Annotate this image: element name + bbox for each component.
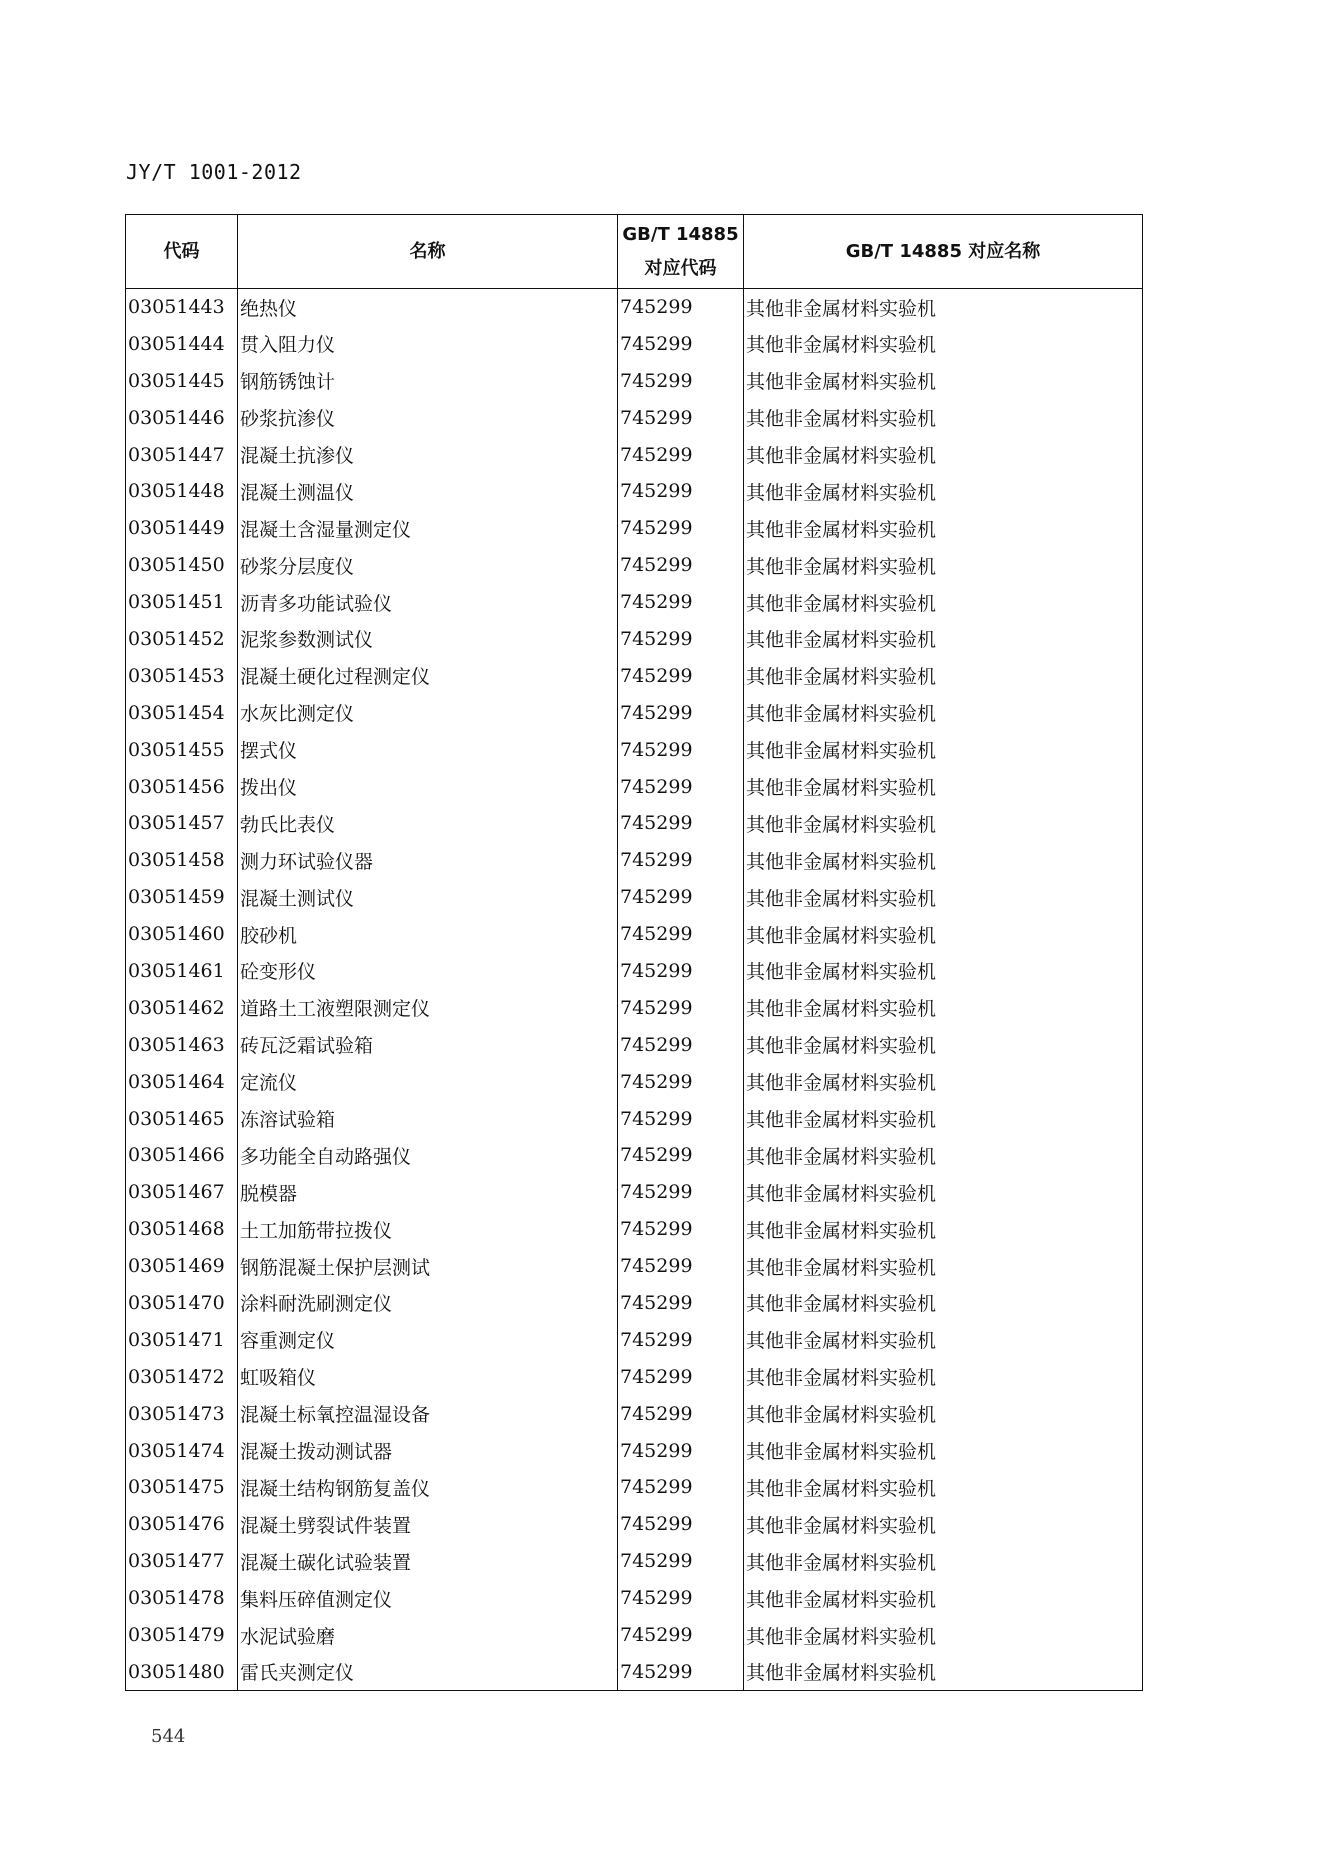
cell-gbt-code: 745299 xyxy=(618,694,744,731)
cell-name: 混凝土拨动测试器 xyxy=(238,1432,618,1469)
cell-gbt-code: 745299 xyxy=(618,989,744,1026)
cell-name: 钢筋锈蚀计 xyxy=(238,362,618,399)
cell-code: 03051463 xyxy=(126,1026,238,1063)
cell-gbt-name: 其他非金属材料实验机 xyxy=(744,1358,1143,1395)
cell-code: 03051468 xyxy=(126,1211,238,1248)
cell-gbt-name: 其他非金属材料实验机 xyxy=(744,1580,1143,1617)
cell-name: 冻溶试验箱 xyxy=(238,1100,618,1137)
table-row xyxy=(126,1137,1143,1174)
cell-gbt-name: 其他非金属材料实验机 xyxy=(744,362,1143,399)
table-row xyxy=(126,1580,1143,1617)
cell-name: 虹吸箱仪 xyxy=(238,1358,618,1395)
cell-gbt-code: 745299 xyxy=(618,1395,744,1432)
cell-name: 涂料耐洗刷测定仪 xyxy=(238,1285,618,1322)
cell-code: 03051466 xyxy=(126,1137,238,1174)
table-row xyxy=(126,473,1143,510)
cell-code: 03051472 xyxy=(126,1358,238,1395)
column-header-gbt-code-line2: 对应代码 xyxy=(644,257,717,279)
cell-name: 勃氏比表仪 xyxy=(238,805,618,842)
cell-name: 混凝土碳化试验装置 xyxy=(238,1543,618,1580)
cell-gbt-name: 其他非金属材料实验机 xyxy=(744,1395,1143,1432)
cell-name: 容重测定仪 xyxy=(238,1321,618,1358)
cell-code: 03051449 xyxy=(126,510,238,547)
cell-gbt-code: 745299 xyxy=(618,584,744,621)
cell-gbt-code: 745299 xyxy=(618,805,744,842)
cell-gbt-name: 其他非金属材料实验机 xyxy=(744,1506,1143,1543)
table-row xyxy=(126,1321,1143,1358)
table-row xyxy=(126,1395,1143,1432)
table-row xyxy=(126,1248,1143,1285)
cell-name: 砂浆分层度仪 xyxy=(238,547,618,584)
cell-name: 摆式仪 xyxy=(238,731,618,768)
cell-code: 03051461 xyxy=(126,953,238,990)
cell-gbt-name: 其他非金属材料实验机 xyxy=(744,289,1143,326)
table-row xyxy=(126,694,1143,731)
cell-gbt-name: 其他非金属材料实验机 xyxy=(744,399,1143,436)
page-number: 544 xyxy=(151,1726,186,1747)
cell-gbt-code: 745299 xyxy=(618,473,744,510)
cell-code: 03051443 xyxy=(126,289,238,326)
cell-name: 胶砂机 xyxy=(238,916,618,953)
cell-gbt-code: 745299 xyxy=(618,731,744,768)
cell-gbt-code: 745299 xyxy=(618,399,744,436)
cell-gbt-name: 其他非金属材料实验机 xyxy=(744,1321,1143,1358)
cell-gbt-code: 745299 xyxy=(618,436,744,473)
table-row xyxy=(126,362,1143,399)
cell-gbt-code: 745299 xyxy=(618,621,744,658)
cell-name: 土工加筋带拉拨仪 xyxy=(238,1211,618,1248)
cell-gbt-code: 745299 xyxy=(618,1063,744,1100)
table-row xyxy=(126,1506,1143,1543)
table-row xyxy=(126,1543,1143,1580)
cell-code: 03051445 xyxy=(126,362,238,399)
cell-name: 泥浆参数测试仪 xyxy=(238,621,618,658)
cell-name: 水灰比测定仪 xyxy=(238,694,618,731)
cell-gbt-name: 其他非金属材料实验机 xyxy=(744,1174,1143,1211)
cell-name: 混凝土抗渗仪 xyxy=(238,436,618,473)
cell-name: 道路土工液塑限测定仪 xyxy=(238,989,618,1026)
cell-gbt-name: 其他非金属材料实验机 xyxy=(744,953,1143,990)
table-row xyxy=(126,657,1143,694)
cell-code: 03051446 xyxy=(126,399,238,436)
table-header-row xyxy=(126,215,1143,289)
cell-gbt-name: 其他非金属材料实验机 xyxy=(744,1211,1143,1248)
cell-gbt-name: 其他非金属材料实验机 xyxy=(744,621,1143,658)
cell-gbt-code: 745299 xyxy=(618,879,744,916)
table-row xyxy=(126,510,1143,547)
table-row xyxy=(126,916,1143,953)
cell-code: 03051448 xyxy=(126,473,238,510)
cell-code: 03051470 xyxy=(126,1285,238,1322)
column-header-gbt-name: GB/T 14885 对应名称 xyxy=(744,215,1143,289)
table-row xyxy=(126,621,1143,658)
cell-gbt-code: 745299 xyxy=(618,1174,744,1211)
cell-gbt-code: 745299 xyxy=(618,510,744,547)
cell-name: 混凝土劈裂试件装置 xyxy=(238,1506,618,1543)
cell-code: 03051454 xyxy=(126,694,238,731)
cell-code: 03051467 xyxy=(126,1174,238,1211)
cell-name: 定流仪 xyxy=(238,1063,618,1100)
cell-name: 脱模器 xyxy=(238,1174,618,1211)
cell-gbt-name: 其他非金属材料实验机 xyxy=(744,1248,1143,1285)
cell-name: 绝热仪 xyxy=(238,289,618,326)
cell-name: 测力环试验仪器 xyxy=(238,842,618,879)
cell-gbt-name: 其他非金属材料实验机 xyxy=(744,1026,1143,1063)
standard-id-header: JY/T 1001-2012 xyxy=(126,160,302,184)
cell-name: 混凝土测试仪 xyxy=(238,879,618,916)
column-header-gbt-code xyxy=(618,215,744,289)
cell-code: 03051459 xyxy=(126,879,238,916)
cell-code: 03051477 xyxy=(126,1543,238,1580)
cell-gbt-name: 其他非金属材料实验机 xyxy=(744,547,1143,584)
cell-gbt-name: 其他非金属材料实验机 xyxy=(744,325,1143,362)
cell-gbt-code: 745299 xyxy=(618,657,744,694)
cell-gbt-code: 745299 xyxy=(618,1506,744,1543)
table-row xyxy=(126,436,1143,473)
cell-code: 03051456 xyxy=(126,768,238,805)
cell-code: 03051471 xyxy=(126,1321,238,1358)
table-row xyxy=(126,1211,1143,1248)
cell-gbt-name: 其他非金属材料实验机 xyxy=(744,879,1143,916)
cell-name: 混凝土结构钢筋复盖仪 xyxy=(238,1469,618,1506)
table-row xyxy=(126,1432,1143,1469)
cell-gbt-name: 其他非金属材料实验机 xyxy=(744,1653,1143,1690)
cell-gbt-name: 其他非金属材料实验机 xyxy=(744,731,1143,768)
cell-gbt-code: 745299 xyxy=(618,1358,744,1395)
cell-code: 03051476 xyxy=(126,1506,238,1543)
table-row xyxy=(126,1653,1143,1690)
cell-name: 混凝土标氧控温湿设备 xyxy=(238,1395,618,1432)
table-row xyxy=(126,1174,1143,1211)
column-header-code: 代码 xyxy=(126,215,238,289)
cell-gbt-code: 745299 xyxy=(618,547,744,584)
cell-gbt-name: 其他非金属材料实验机 xyxy=(744,1100,1143,1137)
cell-gbt-code: 745299 xyxy=(618,1211,744,1248)
table-row xyxy=(126,842,1143,879)
cell-gbt-name: 其他非金属材料实验机 xyxy=(744,694,1143,731)
cell-gbt-code: 745299 xyxy=(618,953,744,990)
code-mapping-table xyxy=(125,214,1143,1691)
cell-gbt-name: 其他非金属材料实验机 xyxy=(744,1285,1143,1322)
cell-code: 03051452 xyxy=(126,621,238,658)
cell-gbt-name: 其他非金属材料实验机 xyxy=(744,805,1143,842)
table-row xyxy=(126,805,1143,842)
cell-gbt-name: 其他非金属材料实验机 xyxy=(744,1617,1143,1654)
cell-code: 03051447 xyxy=(126,436,238,473)
cell-gbt-code: 745299 xyxy=(618,768,744,805)
cell-gbt-name: 其他非金属材料实验机 xyxy=(744,510,1143,547)
table-row xyxy=(126,1469,1143,1506)
table-row xyxy=(126,1100,1143,1137)
cell-name: 贯入阻力仪 xyxy=(238,325,618,362)
cell-gbt-code: 745299 xyxy=(618,362,744,399)
table-row xyxy=(126,1063,1143,1100)
cell-name: 砼变形仪 xyxy=(238,953,618,990)
cell-gbt-name: 其他非金属材料实验机 xyxy=(744,473,1143,510)
table-row xyxy=(126,1358,1143,1395)
cell-gbt-code: 745299 xyxy=(618,289,744,326)
cell-gbt-name: 其他非金属材料实验机 xyxy=(744,657,1143,694)
cell-name: 混凝土硬化过程测定仪 xyxy=(238,657,618,694)
cell-code: 03051444 xyxy=(126,325,238,362)
cell-gbt-code: 745299 xyxy=(618,842,744,879)
table-row xyxy=(126,1285,1143,1322)
cell-gbt-name: 其他非金属材料实验机 xyxy=(744,1137,1143,1174)
cell-gbt-name: 其他非金属材料实验机 xyxy=(744,842,1143,879)
cell-gbt-code: 745299 xyxy=(618,1248,744,1285)
table-row xyxy=(126,399,1143,436)
cell-gbt-name: 其他非金属材料实验机 xyxy=(744,1469,1143,1506)
cell-name: 雷氏夹测定仪 xyxy=(238,1653,618,1690)
cell-code: 03051455 xyxy=(126,731,238,768)
cell-gbt-name: 其他非金属材料实验机 xyxy=(744,768,1143,805)
cell-gbt-code: 745299 xyxy=(618,1026,744,1063)
cell-gbt-code: 745299 xyxy=(618,1321,744,1358)
table-row xyxy=(126,289,1143,326)
cell-gbt-code: 745299 xyxy=(618,1653,744,1690)
cell-code: 03051451 xyxy=(126,584,238,621)
cell-code: 03051475 xyxy=(126,1469,238,1506)
cell-gbt-name: 其他非金属材料实验机 xyxy=(744,436,1143,473)
table-row xyxy=(126,1617,1143,1654)
cell-name: 集料压碎值测定仪 xyxy=(238,1580,618,1617)
column-header-name: 名称 xyxy=(238,215,618,289)
cell-gbt-code: 745299 xyxy=(618,1137,744,1174)
cell-gbt-name: 其他非金属材料实验机 xyxy=(744,584,1143,621)
cell-code: 03051453 xyxy=(126,657,238,694)
table-row xyxy=(126,325,1143,362)
cell-gbt-name: 其他非金属材料实验机 xyxy=(744,1063,1143,1100)
cell-name: 水泥试验磨 xyxy=(238,1617,618,1654)
cell-gbt-code: 745299 xyxy=(618,1100,744,1137)
cell-code: 03051460 xyxy=(126,916,238,953)
table-row xyxy=(126,731,1143,768)
cell-name: 沥青多功能试验仪 xyxy=(238,584,618,621)
cell-gbt-code: 745299 xyxy=(618,916,744,953)
table-body xyxy=(126,289,1143,1691)
cell-code: 03051480 xyxy=(126,1653,238,1690)
cell-name: 钢筋混凝土保护层测试 xyxy=(238,1248,618,1285)
cell-code: 03051458 xyxy=(126,842,238,879)
cell-code: 03051478 xyxy=(126,1580,238,1617)
cell-code: 03051473 xyxy=(126,1395,238,1432)
table-row xyxy=(126,547,1143,584)
cell-code: 03051469 xyxy=(126,1248,238,1285)
cell-name: 混凝土含湿量测定仪 xyxy=(238,510,618,547)
cell-gbt-code: 745299 xyxy=(618,1543,744,1580)
cell-code: 03051474 xyxy=(126,1432,238,1469)
table-row xyxy=(126,879,1143,916)
cell-code: 03051462 xyxy=(126,989,238,1026)
cell-name: 拨出仪 xyxy=(238,768,618,805)
cell-name: 混凝土测温仪 xyxy=(238,473,618,510)
cell-gbt-name: 其他非金属材料实验机 xyxy=(744,916,1143,953)
column-header-gbt-code-line1: GB/T 14885 xyxy=(622,223,739,245)
cell-gbt-code: 745299 xyxy=(618,1617,744,1654)
table-row xyxy=(126,989,1143,1026)
table-row xyxy=(126,1026,1143,1063)
cell-code: 03051479 xyxy=(126,1617,238,1654)
cell-gbt-code: 745299 xyxy=(618,1580,744,1617)
cell-gbt-code: 745299 xyxy=(618,325,744,362)
cell-gbt-code: 745299 xyxy=(618,1285,744,1322)
cell-code: 03051465 xyxy=(126,1100,238,1137)
cell-name: 砂浆抗渗仪 xyxy=(238,399,618,436)
table-row xyxy=(126,584,1143,621)
cell-gbt-name: 其他非金属材料实验机 xyxy=(744,1432,1143,1469)
cell-gbt-name: 其他非金属材料实验机 xyxy=(744,1543,1143,1580)
cell-code: 03051464 xyxy=(126,1063,238,1100)
cell-name: 多功能全自动路强仪 xyxy=(238,1137,618,1174)
table-row xyxy=(126,953,1143,990)
table-row xyxy=(126,768,1143,805)
cell-gbt-code: 745299 xyxy=(618,1432,744,1469)
cell-gbt-code: 745299 xyxy=(618,1469,744,1506)
cell-gbt-name: 其他非金属材料实验机 xyxy=(744,989,1143,1026)
cell-name: 砖瓦泛霜试验箱 xyxy=(238,1026,618,1063)
cell-code: 03051450 xyxy=(126,547,238,584)
cell-code: 03051457 xyxy=(126,805,238,842)
